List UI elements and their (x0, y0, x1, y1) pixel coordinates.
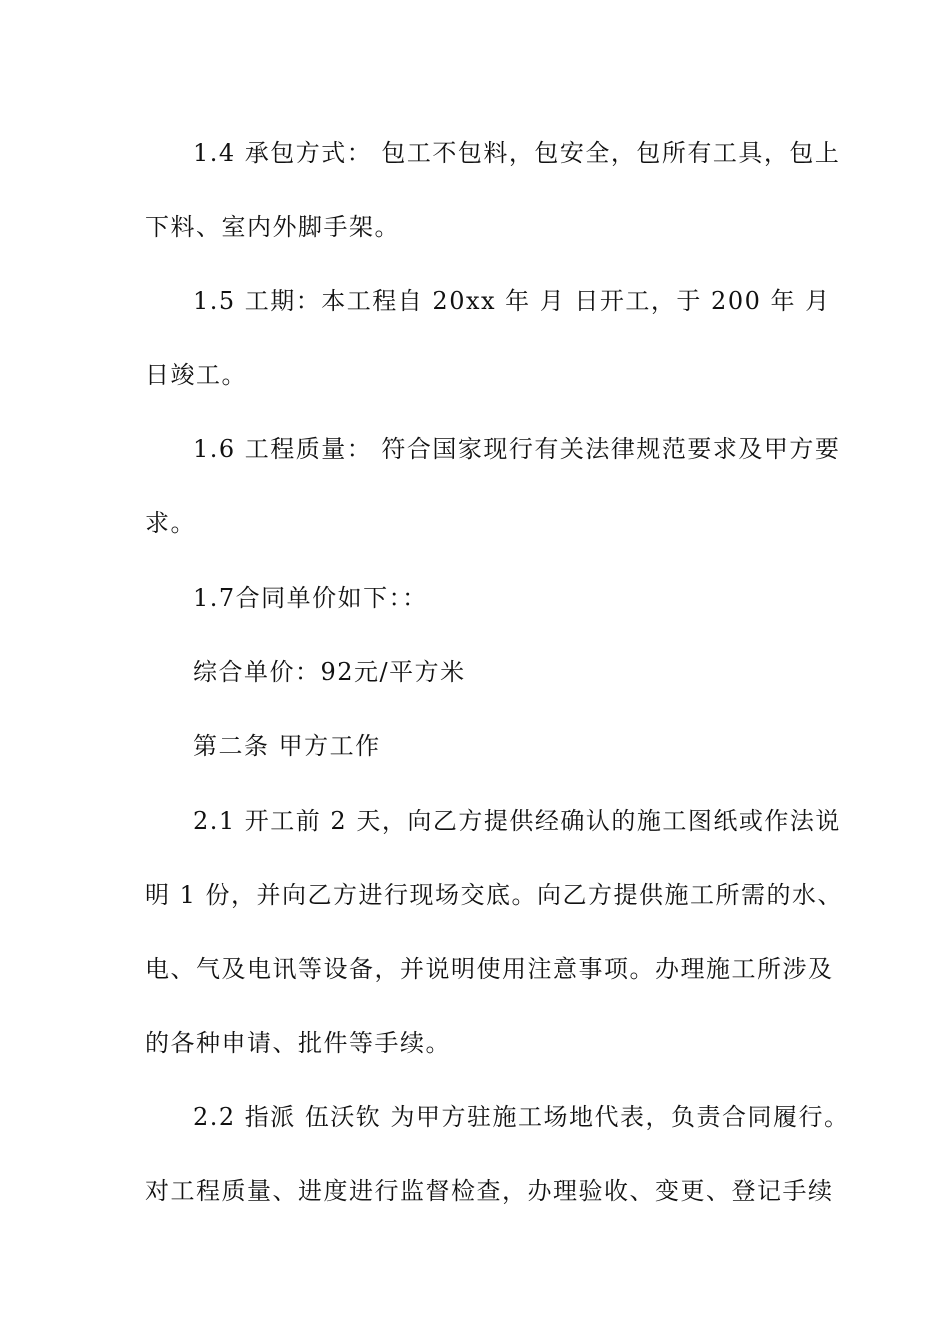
article-two-heading: 第二条 甲方工作 (193, 732, 381, 760)
clause-2-2-line-2: 对工程质量、进度进行监督检查，办理验收、变更、登记手续 (145, 1177, 834, 1205)
clause-1-5-line-1: 1.5 工期：本工程自 20xx 年 月 日开工，于 200 年 月 (193, 287, 831, 315)
clause-1-6-line-1: 1.6 工程质量： 符合国家现行有关法律规范要求及甲方要 (193, 435, 841, 463)
clause-1-4-line-1: 1.4 承包方式： 包工不包料，包安全，包所有工具，包上 (193, 139, 841, 167)
clause-2-2-line-1: 2.2 指派 伍沃钦 为甲方驻施工场地代表，负责合同履行。 (193, 1103, 850, 1131)
clause-1-5-line-2: 日竣工。 (145, 361, 247, 389)
clause-1-6-line-2: 求。 (145, 509, 196, 537)
clause-2-1-line-4: 的各种申请、批件等手续。 (145, 1029, 451, 1057)
clause-2-1-line-2: 明 1 份，并向乙方进行现场交底。向乙方提供施工所需的水、 (145, 881, 844, 909)
clause-1-4-line-2: 下料、室内外脚手架。 (145, 213, 400, 241)
clause-2-1-line-3: 电、气及电讯等设备，并说明使用注意事项。办理施工所涉及 (145, 955, 834, 983)
clause-1-7-line: 1.7合同单价如下：： (193, 584, 428, 612)
clause-2-1-line-1: 2.1 开工前 2 天，向乙方提供经确认的施工图纸或作法说 (193, 807, 841, 835)
unit-price-line: 综合单价：92元/平方米 (193, 658, 466, 686)
